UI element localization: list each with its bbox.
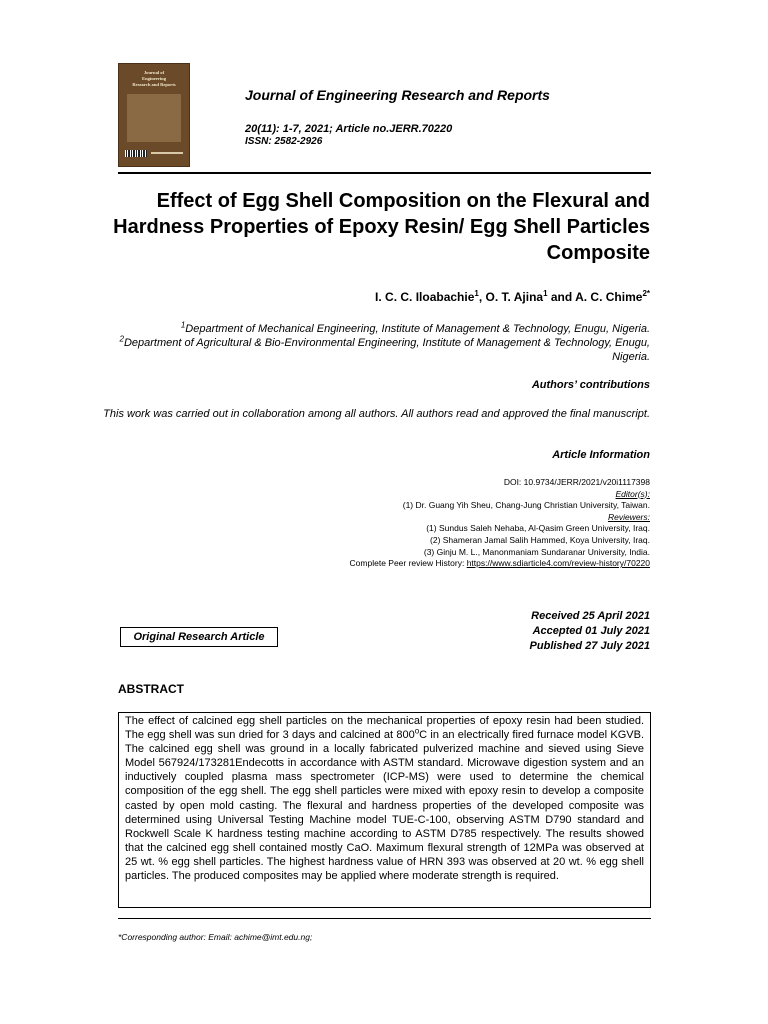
author-name: O. T. Ajina <box>485 290 544 304</box>
abstract-box: The effect of calcined egg shell particles on the mechanical properties of epoxy resin had been studied. The egg shell was sun dried for 3 days and calcined at 800$^o$C in an electrically fired furnace model KGVB. The calcined egg shell was ground in a locally fabricated pulverized machine and sieved using Sieve Model 567924/173281Endecotts in accordance with ASTM standard. Microwave digestion system and an inductively coupled plasma mass spectrometer (ICP-MS) were used to determine the chemical composition of the egg shell. The egg shell particles were mixed with epoxy resin to develop a composite casted by open mold casting. The flexural and hardness properties of the developed composite was determined using Universal Testing Machine model TUE-C-100, observing ASTM D790 standard and Rockwell Scale K hardness testing machine according to ASTM D785 respectively. The results showed that the calcined egg shell contained mostly CaO. Maximum flexural strength of 12MPa was observed at 25 wt. % egg shell particles. The highest hardness value of HRN 393 was observed at 20 wt. % egg shell particles. The produced composites may be applied where moderate strength is required. <box>118 712 651 908</box>
author-affil-sup: 1 <box>543 289 548 298</box>
received-date: Received 25 April 2021 <box>531 610 650 622</box>
footnote-divider <box>118 918 651 919</box>
cover-illustration <box>127 94 181 142</box>
author-name: I. C. C. Iloabachie <box>375 290 475 304</box>
contributions-heading: Authors’ contributions <box>531 379 650 391</box>
author-affil-sup: 1 <box>474 289 479 298</box>
article-type-badge: Original Research Article <box>120 627 278 647</box>
doi: DOI: 10.9734/JERR/2021/v20i1117398 <box>503 477 650 487</box>
editors-label: Editor(s): <box>615 488 650 499</box>
reviewer-item: (2) Shameran Jamal Salih Hammed, Koya University, Iraq. <box>430 534 650 545</box>
author-separator: and <box>547 290 576 304</box>
reviewers-label: Reviewers: <box>607 511 650 522</box>
paper-title: Effect of Egg Shell Composition on the Flexural and Hardness Properties of Epoxy Resin/ Egg Shell Particles Composite <box>113 190 650 264</box>
accepted-date: Accepted 01 July 2021 <box>532 625 650 637</box>
article-info-heading: Article Information <box>552 449 650 461</box>
peer-review-link[interactable]: https://www.sdiarticle4.com/review-history/70220 <box>466 558 650 569</box>
editor-item: (1) Dr. Guang Yih Sheu, Chang-Jung Christian University, Taiwan. <box>402 500 650 511</box>
header-divider <box>118 172 651 174</box>
author-list <box>375 290 650 304</box>
affiliations <box>90 322 650 364</box>
journal-volume: 20(11): 1-7, 2021; Article no.JERR.70220 <box>245 123 453 135</box>
journal-cover-image <box>118 63 190 167</box>
affiliation-item: $^1$Department of Mechanical Engineering, Institute of Management & Technology, Enugu, Nigeria. <box>180 320 650 335</box>
article-info-block <box>90 477 650 570</box>
peer-review-history: Complete Peer review History: https://www.sdiarticle4.com/review-history/70220 <box>349 558 650 569</box>
author-separator: , <box>478 290 486 304</box>
journal-name: Journal of Engineering Research and Reports <box>245 87 550 103</box>
author-affil-sup: 2* <box>642 289 650 298</box>
publication-dates <box>530 609 650 654</box>
barcode-icon <box>125 150 147 157</box>
reviewer-item: (3) Ginju M. L., Manonmaniam Sundaranar University, India. <box>423 546 650 557</box>
affiliation-item: $^2$Department of Agricultural & Bio-Environmental Engineering, Institute of Management & Technology, Enugu, Nigeria. <box>119 334 650 363</box>
reviewer-item: (1) Sundus Saleh Nehaba, Al-Qasim Green University, Iraq. <box>426 523 650 534</box>
cover-divider <box>151 152 183 154</box>
contributions-text: This work was carried out in collaboration among all authors. All authors read and approved the final manuscript. <box>103 408 650 420</box>
published-date: Published 27 July 2021 <box>529 640 650 652</box>
cover-title: Journal of Engineering Research and Reports <box>132 70 176 87</box>
author-name: A. C. Chime <box>575 290 643 304</box>
corresponding-author-footnote: *Corresponding author: Email: achime@imt.edu.ng; <box>118 932 313 942</box>
abstract-heading: ABSTRACT <box>118 682 184 696</box>
journal-issn: ISSN: 2582-2926 <box>245 136 323 147</box>
